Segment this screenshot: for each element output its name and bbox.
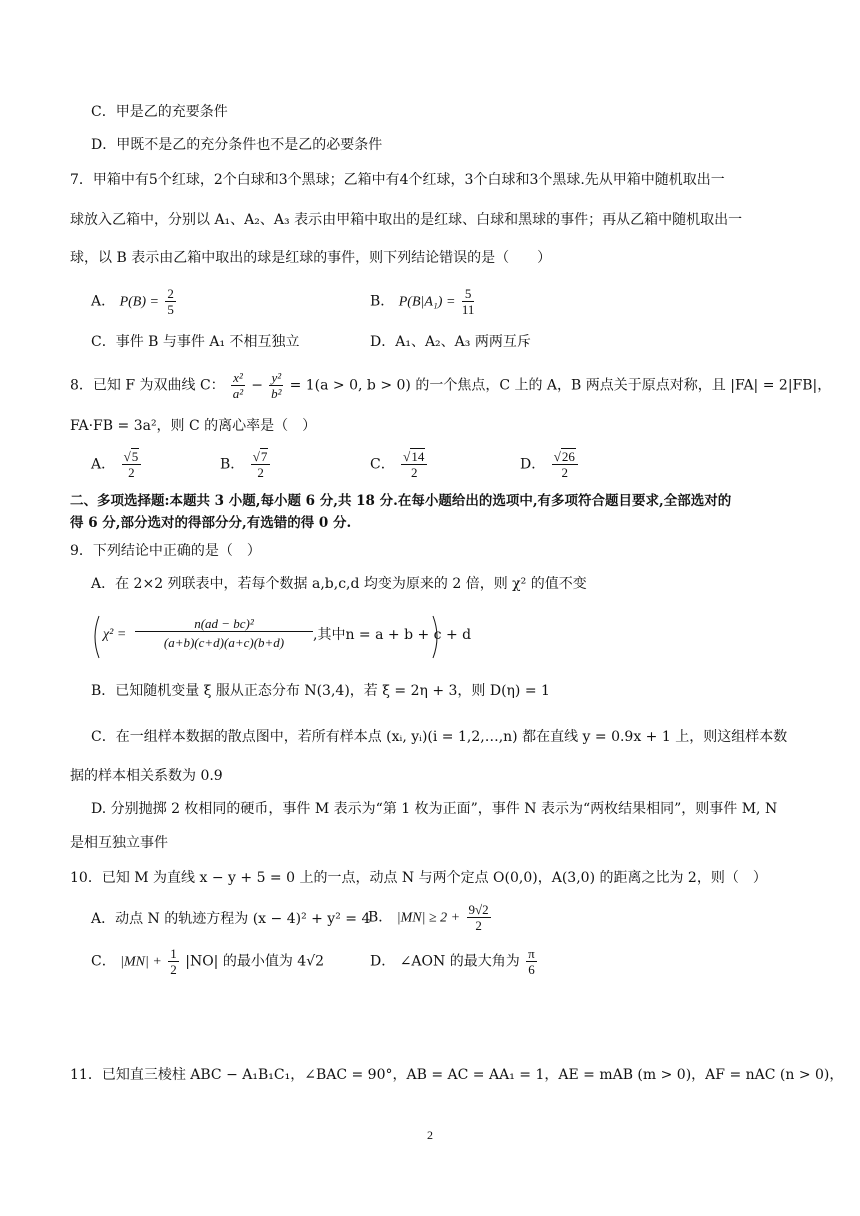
fraction-numerator: √7: [251, 449, 271, 465]
radicand: 26: [561, 449, 575, 464]
q8-stem-text-a: 8．已知 F 为双曲线 C：: [70, 377, 225, 394]
q10-option-d: [370, 946, 539, 977]
fraction: [269, 370, 283, 401]
q7-option-a: [91, 286, 178, 317]
q9-option-b: B．已知随机变量 ξ 服从正态分布 N(3,4)，若 ξ = 2η + 3，则 D(η) = 1: [91, 683, 550, 699]
q6-option-d: D．甲既不是乙的充分条件也不是乙的必要条件: [91, 137, 383, 153]
fraction-denominator: 2: [561, 465, 568, 480]
q8-option-c: [370, 449, 429, 480]
fraction: [526, 946, 537, 977]
option-label: B．: [368, 909, 393, 926]
option-text: ∠AON 的最大角为: [399, 953, 520, 970]
fraction-denominator: 5: [167, 302, 174, 317]
section-heading-line2: 得 6 分,部分选对的得部分分,有选错的得 0 分.: [70, 515, 352, 531]
radicand: 7: [260, 449, 268, 464]
radicand: 5: [131, 449, 139, 464]
fraction-numerator: n(ad − bc)²: [135, 616, 313, 632]
q8-stem-line2: FA·FB = 3a²，则 C 的离心率是（ ）: [70, 418, 317, 434]
chi-square-tail: ,其中n = a + b + c + d: [313, 627, 472, 643]
fraction-denominator: 11: [461, 302, 475, 317]
fraction: [401, 449, 427, 480]
option-label: D．: [520, 456, 546, 473]
fraction-denominator: 2: [170, 962, 177, 977]
fraction-numerator: x²: [233, 370, 243, 385]
q8-option-d: [520, 449, 580, 480]
q11-stem: 11．已知直三棱柱 ABC − A₁B₁C₁，∠BAC = 90°，AB = AC = AA₁ = 1，AE = mAB (m > 0)，AF = nAC (n > 0)，: [70, 1067, 844, 1083]
option-label: A．: [91, 293, 116, 310]
expression-part-b: |NO| 的最小值为 4√2: [185, 953, 325, 970]
fraction: [462, 286, 475, 317]
option-label: C．: [370, 456, 395, 473]
q7-stem-line2: 球放入乙箱中，分别以 A₁、A₂、A₃ 表示由甲箱中取出的是红球、白球和黑球的事件；再从乙箱中随机取出一: [70, 212, 743, 228]
fraction: [251, 449, 271, 480]
fraction-denominator: 2: [475, 918, 482, 933]
fraction-numerator: √5: [122, 449, 142, 465]
q8-stem-text-b: = 1(a > 0, b > 0) 的一个焦点，C 上的 A，B 两点关于原点对称，且 |FA| = 2|FB|，: [289, 377, 832, 394]
fraction: [231, 370, 245, 401]
fraction-denominator: 2: [410, 465, 418, 480]
radicand: 14: [411, 449, 425, 464]
q8-option-b: [220, 449, 272, 480]
fraction: [467, 902, 491, 933]
q7-stem-line1: 7．甲箱中有5个红球，2个白球和3个黑球；乙箱中有4个红球，3个白球和3个黑球.先从甲箱中随机取出一: [70, 172, 725, 188]
option-label: C．: [91, 953, 116, 970]
fraction-numerator: 9√2: [468, 902, 489, 917]
fraction: [122, 449, 142, 480]
option-label: B．: [370, 293, 395, 310]
q7-option-c: C．事件 B 与事件 A₁ 不相互独立: [91, 334, 300, 350]
q8-stem-line1: [70, 370, 831, 401]
q10-stem: 10．已知 M 为直线 x − y + 5 = 0 上的一点，动点 N 与两个定点 O(0,0)，A(3,0) 的距离之比为 2，则（ ）: [70, 870, 767, 886]
fraction-numerator: √14: [401, 449, 427, 465]
fraction: [168, 946, 179, 977]
fraction-denominator: (a+b)(c+d)(a+c)(b+d): [163, 635, 285, 650]
fraction-numerator: 2: [167, 286, 174, 301]
fraction-denominator: 6: [528, 962, 535, 977]
option-label: B．: [220, 456, 245, 473]
q8-option-a: [91, 449, 143, 480]
q10-option-b: [368, 902, 493, 933]
fraction-numerator: 5: [462, 286, 475, 302]
q9-option-a: A．在 2×2 列联表中，若每个数据 a,b,c,d 均变为原来的 2 倍，则 χ² 的值不变: [91, 576, 587, 592]
q9-option-c-line1: C．在一组样本数据的散点图中，若所有样本点 (xᵢ, yᵢ)(i = 1,2,…,n) 都在直线 y = 0.9x + 1 上，则这组样本数: [91, 729, 788, 745]
minus-sign: −: [251, 377, 263, 394]
option-label: D．: [370, 953, 396, 970]
inequality-lhs: |MN| ≥ 2 +: [396, 910, 461, 926]
q9-option-d-line2: 是相互独立事件: [70, 835, 168, 851]
fraction-denominator: b²: [271, 386, 282, 401]
page-number: 2: [427, 1128, 433, 1142]
fraction: [135, 616, 313, 650]
q7-stem-line3: 球，以 B 表示由乙箱中取出的球是红球的事件，则下列结论错误的是（ ）: [70, 250, 552, 266]
probability-expr: P(B|A₁) =: [398, 294, 456, 310]
q9-stem: 9．下列结论中正确的是（ ）: [70, 543, 261, 559]
fraction-denominator: 2: [128, 465, 135, 480]
q7-option-d: D．A₁、A₂、A₃ 两两互斥: [370, 334, 531, 350]
q10-option-c: [91, 946, 324, 977]
fraction: [552, 449, 578, 480]
expression-part-a: |MN| +: [120, 954, 162, 970]
q6-option-c: C．甲是乙的充要条件: [91, 104, 228, 120]
q9-option-c-line2: 据的样本相关系数为 0.9: [70, 768, 223, 784]
option-label: A．: [91, 456, 116, 473]
q7-option-b: [370, 286, 476, 317]
fraction-numerator: 1: [170, 946, 177, 961]
fraction-numerator: √26: [552, 449, 578, 465]
q9-option-d-line1: D. 分别抛掷 2 枚相同的硬币，事件 M 表示为“第 1 枚为正面”，事件 N 表示为“两枚结果相同”，则事件 M, N: [91, 801, 778, 817]
chi-square-lhs: χ² =: [103, 627, 127, 642]
fraction-denominator: a²: [232, 386, 244, 401]
fraction-numerator: π: [528, 946, 535, 961]
fraction-denominator: 2: [257, 465, 264, 480]
section-heading-line1: 二、多项选择题:本题共 3 小题,每小题 6 分,共 18 分.在每小题给出的选项中,有多项符合题目要求,全部选对的: [70, 493, 732, 509]
q10-option-a: A．动点 N 的轨迹方程为 (x − 4)² + y² = 4: [91, 911, 371, 927]
probability-expr: P(B) =: [119, 294, 159, 310]
fraction-numerator: y²: [271, 370, 282, 385]
fraction: [165, 286, 176, 317]
